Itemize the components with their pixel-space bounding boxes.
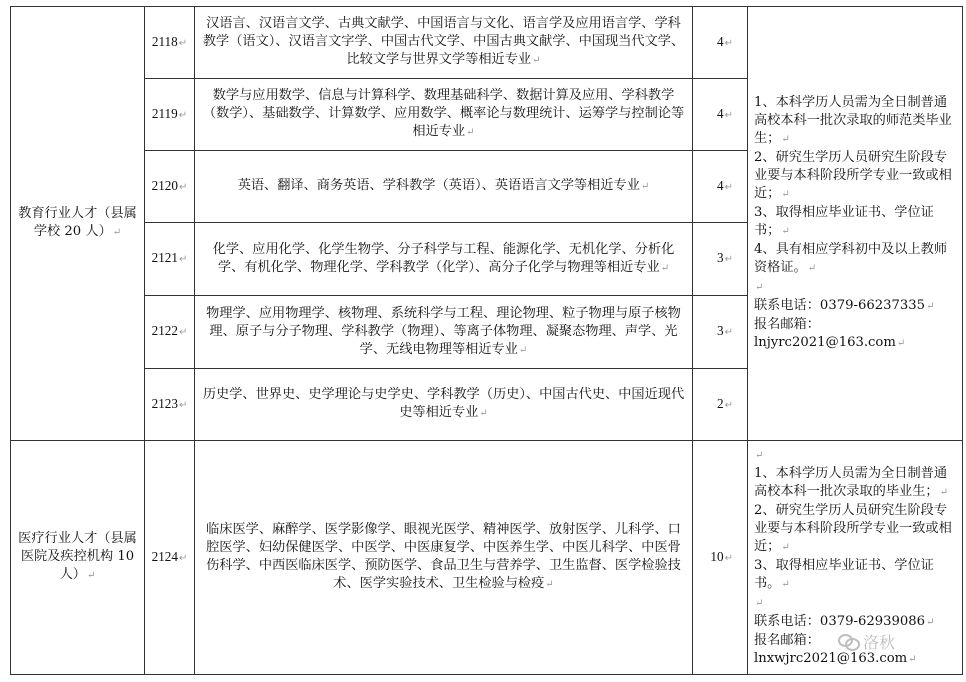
majors-cell: 化学、应用化学、化学生物学、分子科学与工程、能源化学、无机化学、分析化学、有机化学、物理化学、学科教学（化学）、高分子化学与物理等相近专业↵ <box>195 223 693 296</box>
majors-cell: 临床医学、麻醉学、医学影像学、眼视光医学、精神医学、放射医学、儿科学、口腔医学、妇幼保健医学、中医学、中医康复学、中医养生学、中医儿科学、中医骨伤科学、中西医临床医学、预防医学、食品卫生与营养学、卫生监督、医学检验技术、医学实验技术、卫生检验与检疫↵ <box>195 441 693 675</box>
count-cell: 4↵ <box>693 79 748 151</box>
requirement-line: 3、取得相应毕业证书、学位证书；↵ <box>754 205 934 238</box>
contact-phone: 联系电话：0379-66237335↵ <box>754 298 935 313</box>
code-cell: 2122↵ <box>145 296 195 369</box>
requirement-line: ↵ <box>755 450 764 461</box>
table-row <box>11 7 963 79</box>
watermark <box>838 628 958 654</box>
table-row <box>11 441 963 675</box>
majors-cell: 历史学、世界史、史学理论与史学史、学科教学（历史）、中国古代史、中国近现代史等相近专业↵ <box>195 369 693 441</box>
majors-cell: 数学与应用数学、信息与计算科学、数理基础科学、数据计算及应用、学科教学（数学）、基础数学、计算数学、应用数学、概率论与数理统计、运筹学与控制论等相近专业↵ <box>195 79 693 151</box>
code-cell: 2123↵ <box>145 369 195 441</box>
contact-phone: 联系电话：0379-62939086↵ <box>754 614 935 629</box>
code-cell: 2121↵ <box>145 223 195 296</box>
code-cell: 2119↵ <box>145 79 195 151</box>
code-cell: 2118↵ <box>145 7 195 79</box>
wechat-icon <box>838 632 860 650</box>
category-cell: 教育行业人才（县属学校 20 人）↵ <box>11 7 145 441</box>
requirement-line: 2、研究生学历人员研究生阶段专业要与本科阶段所学专业一致或相近；↵ <box>754 150 952 201</box>
count-cell: 3↵ <box>693 296 748 369</box>
requirement-line: 4、具有相应学科初中及以上教师资格证。↵ <box>754 242 948 275</box>
count-cell: 4↵ <box>693 7 748 79</box>
requirement-line: ↵ <box>755 598 764 609</box>
majors-cell: 物理学、应用物理学、核物理、系统科学与工程、理论物理、粒子物理与原子核物理、原子与分子物理、学科教学（物理）、等离子体物理、凝聚态物理、声学、光学、无线电物理等相近专业↵ <box>195 296 693 369</box>
requirement-line: 3、取得相应毕业证书、学位证书。↵ <box>754 558 934 591</box>
requirements-cell <box>748 7 963 441</box>
count-cell: 10↵ <box>693 441 748 675</box>
contact-email: 报名邮箱：lnxwjrc2021@163.com↵ <box>754 633 917 666</box>
count-cell: 3↵ <box>693 223 748 296</box>
count-cell: 4↵ <box>693 151 748 223</box>
contact-email: 报名邮箱：lnjyrc2021@163.com↵ <box>754 317 906 350</box>
code-cell: 2120↵ <box>145 151 195 223</box>
requirement-line: 1、本科学历人员需为全日制普通高校本科一批次录取的毕业生；↵ <box>754 466 949 499</box>
requirement-line: 2、研究生学历人员研究生阶段专业要与本科阶段所学专业一致或相近；↵ <box>754 503 952 554</box>
recruitment-table <box>10 6 963 675</box>
requirement-line: 1、本科学历人员需为全日制普通高校本科一批次录取的师范类毕业生；↵ <box>754 95 952 146</box>
watermark-text: 洛秋 <box>863 632 896 652</box>
requirement-line: ↵ <box>755 282 764 293</box>
majors-cell: 英语、翻译、商务英语、学科教学（英语）、英语语言文学等相近专业↵ <box>195 151 693 223</box>
code-cell: 2124↵ <box>145 441 195 675</box>
count-cell: 2↵ <box>693 369 748 441</box>
majors-cell: 汉语言、汉语言文学、古典文献学、中国语言与文化、语言学及应用语言学、学科教学（语文）、汉语言文字学、中国古代文学、中国古典文献学、中国现当代文学、比较文学与世界文学等相近专业↵ <box>195 7 693 79</box>
category-cell: 医疗行业人才（县属医院及疾控机构 10 人）↵ <box>11 441 145 675</box>
